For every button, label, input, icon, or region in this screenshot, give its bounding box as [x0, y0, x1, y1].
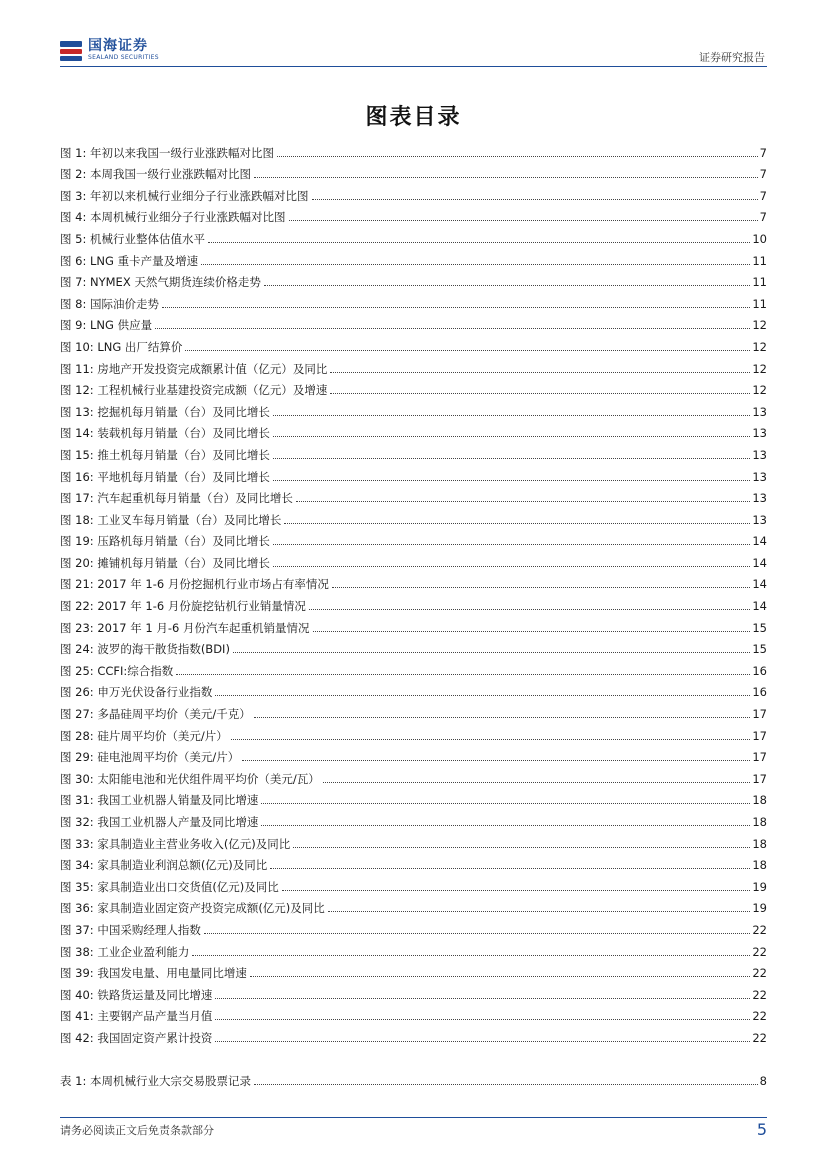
toc-entry-label: 图 34: 家具制造业利润总额(亿元)及同比 — [60, 858, 268, 873]
toc-entry-page: 7 — [759, 188, 767, 203]
toc-entry[interactable] — [60, 613, 767, 635]
toc-entry-label: 图 22: 2017 年 1-6 月份旋挖钻机行业销量情况 — [60, 599, 306, 614]
toc-entry-label: 图 6: LNG 重卡产量及增速 — [60, 253, 199, 268]
toc-entry[interactable] — [60, 786, 767, 808]
toc-entry-page: 8 — [759, 1073, 767, 1088]
toc-entry-page: 13 — [752, 426, 767, 441]
toc-leader-dots — [273, 544, 751, 545]
sealand-logo-icon — [60, 39, 82, 61]
toc-entry-label: 图 8: 国际油价走势 — [60, 296, 160, 311]
toc-entry-label: 图 35: 家具制造业出口交货值(亿元)及同比 — [60, 879, 279, 894]
toc-entry[interactable] — [60, 462, 767, 484]
toc-leader-dots — [162, 307, 750, 308]
toc-entry-page: 22 — [752, 1009, 767, 1024]
toc-entry-page: 11 — [752, 253, 767, 268]
toc-entry[interactable] — [60, 591, 767, 613]
toc-leader-dots — [313, 631, 751, 632]
toc-entry-label: 图 40: 铁路货运量及同比增速 — [60, 987, 213, 1002]
figure-list — [60, 138, 767, 1045]
toc-entry-label: 图 24: 波罗的海干散货指数(BDI) — [60, 642, 230, 657]
toc-leader-dots — [231, 739, 751, 740]
toc-leader-dots — [273, 436, 751, 437]
toc-entry-label: 图 12: 工程机械行业基建投资完成额（亿元）及增速 — [60, 383, 328, 398]
page-title: 图表目录 — [365, 105, 462, 130]
toc-entry-label: 图 37: 中国采购经理人指数 — [60, 922, 201, 937]
toc-entry-page: 18 — [752, 836, 767, 851]
toc-entry-label: 图 7: NYMEX 天然气期货连续价格走势 — [60, 275, 261, 290]
page-header — [60, 36, 767, 66]
toc-entry-label: 图 20: 摊铺机每月销量（台）及同比增长 — [60, 555, 270, 570]
toc-entry[interactable] — [60, 721, 767, 743]
toc-entry[interactable] — [60, 1002, 767, 1024]
toc-leader-dots — [242, 760, 750, 761]
page-number: 5 — [756, 1120, 767, 1139]
toc-entry[interactable] — [60, 959, 767, 981]
toc-entry-label: 图 5: 机械行业整体估值水平 — [60, 231, 206, 246]
footer-divider — [60, 1117, 767, 1118]
toc-entry[interactable] — [60, 1023, 767, 1045]
toc-entry[interactable] — [60, 980, 767, 1002]
toc-entry[interactable] — [60, 699, 767, 721]
toc-entry[interactable] — [60, 743, 767, 765]
toc-entry-label: 图 36: 家具制造业固定资产投资完成额(亿元)及同比 — [60, 901, 325, 916]
toc-entry[interactable] — [60, 203, 767, 225]
toc-entry-label: 图 15: 推土机每月销量（台）及同比增长 — [60, 447, 270, 462]
toc-leader-dots — [277, 156, 758, 157]
toc-entry-page: 15 — [752, 620, 767, 635]
toc-entry-label: 图 41: 主要钢产品产量当月值 — [60, 1009, 213, 1024]
toc-entry[interactable] — [60, 440, 767, 462]
toc-leader-dots — [330, 393, 750, 394]
toc-entry[interactable] — [60, 937, 767, 959]
toc-leader-dots — [250, 976, 751, 977]
toc-entry[interactable] — [60, 332, 767, 354]
toc-entry-page: 16 — [752, 685, 767, 700]
toc-entry-label: 图 19: 压路机每月销量（台）及同比增长 — [60, 534, 270, 549]
toc-entry[interactable] — [60, 505, 767, 527]
toc-entry[interactable] — [60, 181, 767, 203]
toc-entry-label: 图 17: 汽车起重机每月销量（台）及同比增长 — [60, 491, 293, 506]
toc-entry-page: 19 — [752, 879, 767, 894]
toc-entry[interactable] — [60, 160, 767, 182]
toc-entry[interactable] — [60, 138, 767, 160]
toc-entry-page: 14 — [752, 599, 767, 614]
report-type-label: 证券研究报告 — [699, 51, 765, 64]
toc-entry-label: 图 14: 装载机每月销量（台）及同比增长 — [60, 426, 270, 441]
toc-entry[interactable] — [60, 419, 767, 441]
toc-leader-dots — [273, 566, 751, 567]
toc-entry-page: 7 — [759, 210, 767, 225]
toc-entry-page: 11 — [752, 296, 767, 311]
toc-entry-page: 19 — [752, 901, 767, 916]
toc-leader-dots — [215, 1019, 750, 1020]
toc-leader-dots — [273, 480, 751, 481]
toc-entry-page: 7 — [759, 167, 767, 182]
toc-entry-label: 图 42: 我国固定资产累计投资 — [60, 1030, 213, 1045]
toc-entry[interactable] — [60, 311, 767, 333]
toc-leader-dots — [270, 868, 750, 869]
toc-entry-page: 22 — [752, 922, 767, 937]
toc-entry[interactable] — [60, 246, 767, 268]
toc-entry-label: 表 1: 本周机械行业大宗交易股票记录 — [60, 1073, 252, 1088]
toc-entry-page: 12 — [752, 361, 767, 376]
toc-leader-dots — [284, 523, 750, 524]
toc-leader-dots — [261, 825, 750, 826]
toc-leader-dots — [215, 998, 750, 999]
toc-entry-page: 14 — [752, 534, 767, 549]
toc-leader-dots — [323, 782, 751, 783]
toc-leader-dots — [204, 933, 751, 934]
toc-leader-dots — [215, 1041, 750, 1042]
toc-entry-label: 图 39: 我国发电量、用电量同比增速 — [60, 966, 247, 981]
toc-entry-page: 18 — [752, 858, 767, 873]
toc-entry[interactable] — [60, 656, 767, 678]
toc-entry-page: 14 — [752, 577, 767, 592]
toc-entry[interactable] — [60, 872, 767, 894]
toc-entry[interactable] — [60, 527, 767, 549]
toc-leader-dots — [201, 264, 750, 265]
logo-chinese-name: 国海证券 — [88, 38, 148, 54]
toc-entry-page: 17 — [752, 728, 767, 743]
toc-entry[interactable] — [60, 397, 767, 419]
toc-entry[interactable] — [60, 851, 767, 873]
toc-entry-label: 图 13: 挖掘机每月销量（台）及同比增长 — [60, 404, 270, 419]
toc-entry-page: 17 — [752, 771, 767, 786]
toc-entry-page: 13 — [752, 512, 767, 527]
toc-entry-label: 图 38: 工业企业盈利能力 — [60, 944, 190, 959]
toc-leader-dots — [254, 177, 758, 178]
toc-entry[interactable] — [60, 224, 767, 246]
toc-entry-label: 图 3: 年初以来机械行业细分子行业涨跌幅对比图 — [60, 188, 309, 203]
toc-leader-dots — [289, 220, 758, 221]
logo-english-name: SEALAND SECURITIES — [88, 54, 159, 61]
toc-entry[interactable] — [60, 678, 767, 700]
toc-entry-label: 图 11: 房地产开发投资完成额累计值（亿元）及同比 — [60, 361, 328, 376]
toc-leader-dots — [254, 1084, 758, 1085]
toc-entry-page: 17 — [752, 750, 767, 765]
toc-entry-page: 22 — [752, 966, 767, 981]
toc-entry-label: 图 31: 我国工业机器人销量及同比增速 — [60, 793, 259, 808]
toc-leader-dots — [282, 890, 751, 891]
toc-entry-page: 18 — [752, 815, 767, 829]
toc-entry-page: 13 — [752, 469, 767, 484]
toc-entry-label: 图 33: 家具制造业主营业务收入(亿元)及同比 — [60, 836, 291, 851]
toc-entry[interactable] — [60, 915, 767, 937]
toc-leader-dots — [155, 328, 750, 329]
toc-entry[interactable] — [60, 548, 767, 570]
toc-entry-page: 22 — [752, 944, 767, 959]
toc-entry-label: 图 23: 2017 年 1 月-6 月份汽车起重机销量情况 — [60, 620, 310, 635]
toc-entry[interactable] — [60, 635, 767, 657]
toc-entry-label: 图 32: 我国工业机器人产量及同比增速 — [60, 815, 259, 829]
toc-entry[interactable] — [60, 570, 767, 592]
toc-entry-page: 22 — [752, 1030, 767, 1045]
toc-entry-page: 15 — [752, 642, 767, 657]
toc-leader-dots — [233, 652, 750, 653]
table-list — [60, 1066, 767, 1088]
toc-leader-dots — [215, 695, 750, 696]
toc-leader-dots — [332, 587, 751, 588]
toc-leader-dots — [192, 955, 750, 956]
toc-leader-dots — [254, 717, 751, 718]
toc-entry[interactable] — [60, 354, 767, 376]
toc-leader-dots — [309, 609, 751, 610]
toc-entry-label: 图 29: 硅电池周平均价（美元/片） — [60, 750, 240, 765]
toc-entry-page: 14 — [752, 555, 767, 570]
toc-entry-page: 13 — [752, 404, 767, 419]
toc-entry[interactable] — [60, 764, 767, 786]
footer-disclaimer: 请务必阅读正文后免责条款部分 — [60, 1124, 214, 1137]
toc-entry-label: 图 4: 本周机械行业细分子行业涨跌幅对比图 — [60, 210, 286, 225]
toc-entry-label: 图 26: 申万光伏设备行业指数 — [60, 685, 213, 700]
toc-entry-page: 18 — [752, 793, 767, 808]
toc-leader-dots — [208, 242, 750, 243]
toc-entry-page: 7 — [759, 145, 767, 160]
toc-entry-label: 图 1: 年初以来我国一级行业涨跌幅对比图 — [60, 145, 275, 160]
toc-entry[interactable] — [60, 829, 767, 851]
toc-entry[interactable] — [60, 289, 767, 311]
toc-entry-page: 12 — [752, 383, 767, 398]
toc-entry-page: 12 — [752, 339, 767, 354]
toc-leader-dots — [264, 285, 751, 286]
toc-entry-label: 图 2: 本周我国一级行业涨跌幅对比图 — [60, 167, 252, 182]
toc-entry[interactable] — [60, 376, 767, 398]
toc-entry-label: 图 10: LNG 出厂结算价 — [60, 339, 183, 354]
toc-entry-label: 图 27: 多晶硅周平均价（美元/千克） — [60, 707, 251, 722]
toc-entry-label: 图 18: 工业叉车每月销量（台）及同比增长 — [60, 512, 282, 527]
header-divider — [60, 66, 767, 67]
toc-entry-label: 图 25: CCFI:综合指数 — [60, 663, 174, 678]
toc-leader-dots — [296, 501, 751, 502]
toc-entry[interactable] — [60, 807, 767, 829]
toc-entry[interactable] — [60, 1066, 767, 1088]
toc-leader-dots — [185, 350, 750, 351]
toc-entry-label: 图 30: 太阳能电池和光伏组件周平均价（美元/瓦） — [60, 771, 320, 786]
toc-entry-page: 17 — [752, 707, 767, 722]
toc-entry-page: 13 — [752, 447, 767, 462]
toc-leader-dots — [273, 415, 751, 416]
toc-leader-dots — [261, 803, 750, 804]
toc-entry-page: 12 — [752, 318, 767, 333]
toc-entry[interactable] — [60, 268, 767, 290]
toc-leader-dots — [312, 199, 758, 200]
toc-entry[interactable] — [60, 484, 767, 506]
toc-leader-dots — [293, 847, 750, 848]
toc-leader-dots — [176, 674, 750, 675]
toc-leader-dots — [328, 911, 751, 912]
toc-entry-page: 11 — [752, 275, 767, 290]
toc-leader-dots — [273, 458, 751, 459]
toc-entry-page: 22 — [752, 987, 767, 1002]
toc-entry-page: 16 — [752, 663, 767, 678]
toc-entry-label: 图 16: 平地机每月销量（台）及同比增长 — [60, 469, 270, 484]
toc-entry-label: 图 9: LNG 供应量 — [60, 318, 153, 333]
toc-leader-dots — [330, 372, 750, 373]
toc-entry-label: 图 28: 硅片周平均价（美元/片） — [60, 728, 228, 743]
toc-entry-label: 图 21: 2017 年 1-6 月份挖掘机行业市场占有率情况 — [60, 577, 329, 592]
toc-entry[interactable] — [60, 894, 767, 916]
toc-entry-page: 13 — [752, 491, 767, 506]
toc-entry-page: 10 — [752, 231, 767, 246]
company-logo — [60, 36, 159, 64]
